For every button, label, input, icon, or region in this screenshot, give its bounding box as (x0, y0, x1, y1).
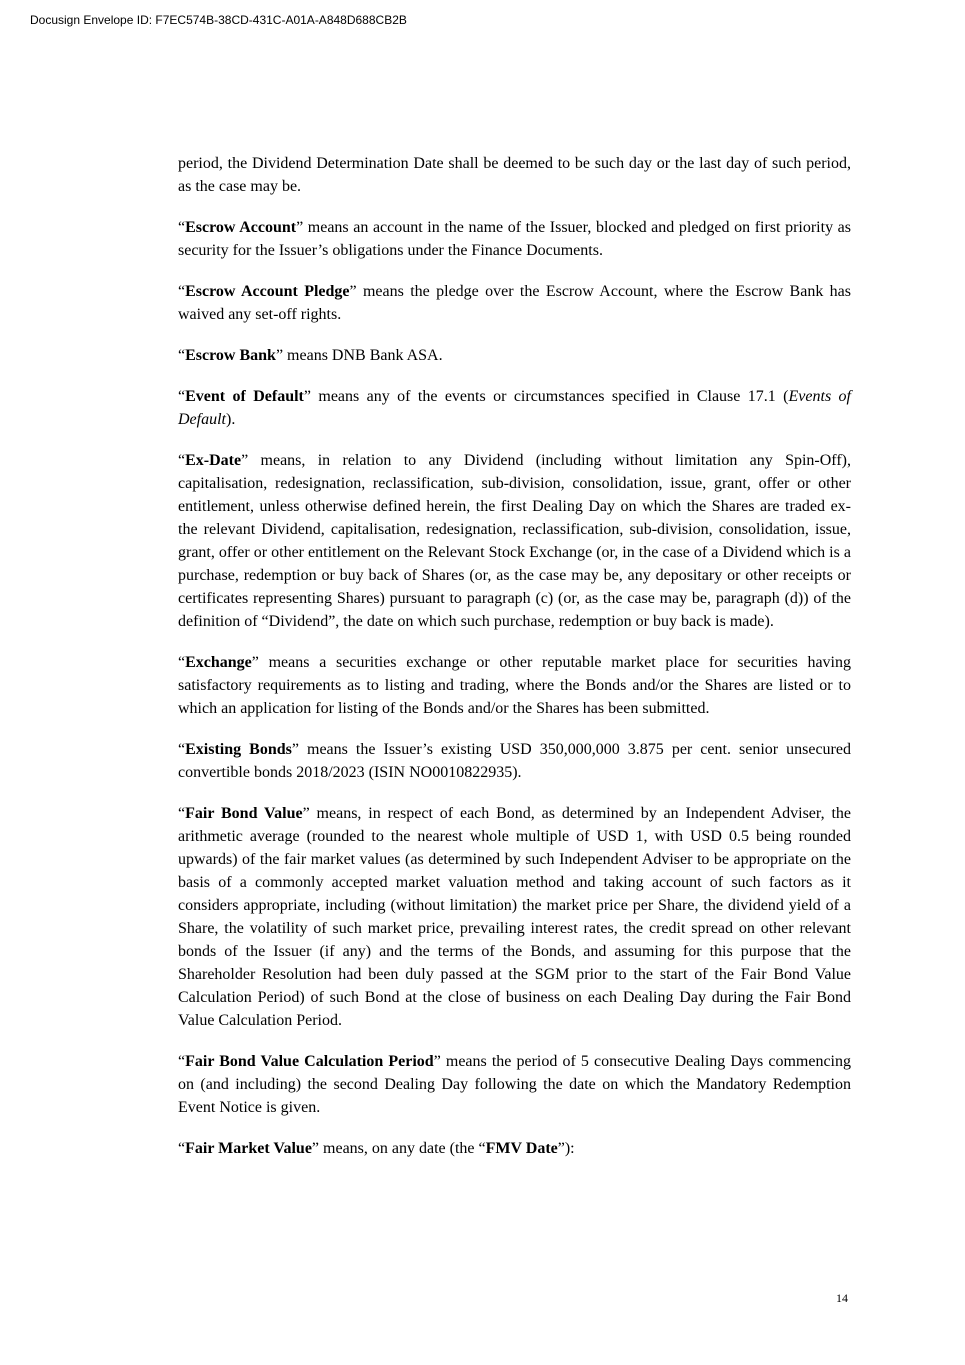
body-text: “ (178, 388, 186, 405)
body-text: “ (178, 219, 186, 236)
paragraph (178, 449, 851, 633)
body-text: ). (226, 411, 236, 428)
defined-term: Escrow Bank (185, 347, 276, 364)
body-text: “ (178, 805, 186, 822)
document-body (178, 152, 851, 1178)
body-text: ” means an account in the name of the Issuer, blocked and pledged on first priority as security for the Issuer’s obligations under the Finance Documents. (178, 219, 851, 259)
body-text: “ (178, 741, 186, 758)
body-text: ” means the pledge over the Escrow Account, where the Escrow Bank has waived any set-off rights. (178, 283, 851, 323)
paragraph (178, 651, 851, 720)
paragraph (178, 344, 851, 367)
body-text: “ (178, 654, 186, 671)
paragraph (178, 738, 851, 784)
paragraph (178, 1137, 851, 1160)
body-text: ” means any of the events or circumstances specified in Clause 17.1 ( (303, 388, 789, 405)
body-text: “ (178, 1140, 186, 1157)
defined-term: Fair Market Value (185, 1140, 312, 1157)
defined-term: Escrow Account Pledge (185, 283, 350, 300)
body-text: ” means the Issuer’s existing USD 350,000,000 3.875 per cent. senior unsecured convertible bonds 2018/2023 (ISIN NO0010822935). (178, 741, 851, 781)
italic-reference: Events of Default (178, 388, 852, 428)
body-text: ”): (557, 1140, 575, 1157)
body-text: ” means DNB Bank ASA. (275, 347, 443, 364)
body-text: ” means a securities exchange or other reputable market place for securities having satisfactory requirements as to listing and trading, where the Bonds and/or the Shares are listed or to which an application for listing of the Bonds and/or the Shares has been submitted. (178, 654, 851, 717)
body-text: ” means the period of 5 consecutive Dealing Days commencing on (and including) the second Dealing Day following the date on which the Mandatory Redemption Event Notice is given. (178, 1053, 851, 1116)
body-text: “ (178, 283, 186, 300)
docusign-envelope-id: Docusign Envelope ID: F7EC574B-38CD-431C-A01A-A848D688CB2B (30, 13, 407, 27)
defined-term: Exchange (185, 654, 252, 671)
paragraph (178, 802, 851, 1032)
body-text: “ (178, 347, 186, 364)
paragraph (178, 385, 851, 431)
body-text: period, the Dividend Determination Date shall be deemed to be such day or the last day of such period, as the case may be. (178, 155, 851, 195)
paragraph (178, 216, 851, 262)
body-text: “ (178, 452, 186, 469)
body-text: ” means, in respect of each Bond, as determined by an Independent Adviser, the arithmetic average (rounded to the nearest whole multiple of USD 1, with USD 0.5 being rounded upwards) of the fair market values (as determined by such Independent Adviser to be appropriate on the basis of a commonly accepted market valuation method and taking account of such factors as it considers appropriate, including (without limitation) the market price per Share, the dividend yield of a Share, the volatility of such market price, prevailing interest rates, the credit spread on other relevant bonds of the Issuer (if any) and the terms of the Bonds, and assuming for this purpose that the Shareholder Resolution had been duly passed at the SGM prior to the start of the Fair Bond Value Calculation Period) of such Bond at the close of business on each Dealing Day during the Fair Bond Value Calculation Period. (178, 805, 852, 1029)
page-number: 14 (836, 1291, 848, 1305)
body-text: “ (178, 1053, 186, 1070)
paragraph (178, 152, 851, 198)
body-text: ” means, on any date (the “ (311, 1140, 486, 1157)
defined-term: Fair Bond Value (185, 805, 303, 822)
defined-term: Escrow Account (185, 219, 297, 236)
paragraph (178, 280, 851, 326)
defined-term: FMV Date (485, 1140, 558, 1157)
defined-term: Event of Default (185, 388, 304, 405)
defined-term: Fair Bond Value Calculation Period (185, 1053, 434, 1070)
paragraph (178, 1050, 851, 1119)
body-text: ” means, in relation to any Dividend (including without limitation any Spin-Off), capitalisation, redesignation, reclassification, sub-division, consolidation, issue, grant, offer or other entitlement, unless otherwise defined herein, the first Dealing Day on which the Shares are traded ex- the relevant Dividend, capitalisation, redesignation, reclassification, sub-division, consolidation, issue, grant, offer or other entitlement on the Relevant Stock Exchange (or, in the case of a Dividend which is a purchase, redemption or buy back of Shares (or, as the case may be, any depositary or other receipts or certificates representing Shares) pursuant to paragraph (c) (or, as the case may be, paragraph (d)) of the definition of “Dividend”, the date on which such purchase, redemption or buy back is made). (178, 452, 851, 630)
defined-term: Existing Bonds (185, 741, 292, 758)
defined-term: Ex-Date (185, 452, 242, 469)
